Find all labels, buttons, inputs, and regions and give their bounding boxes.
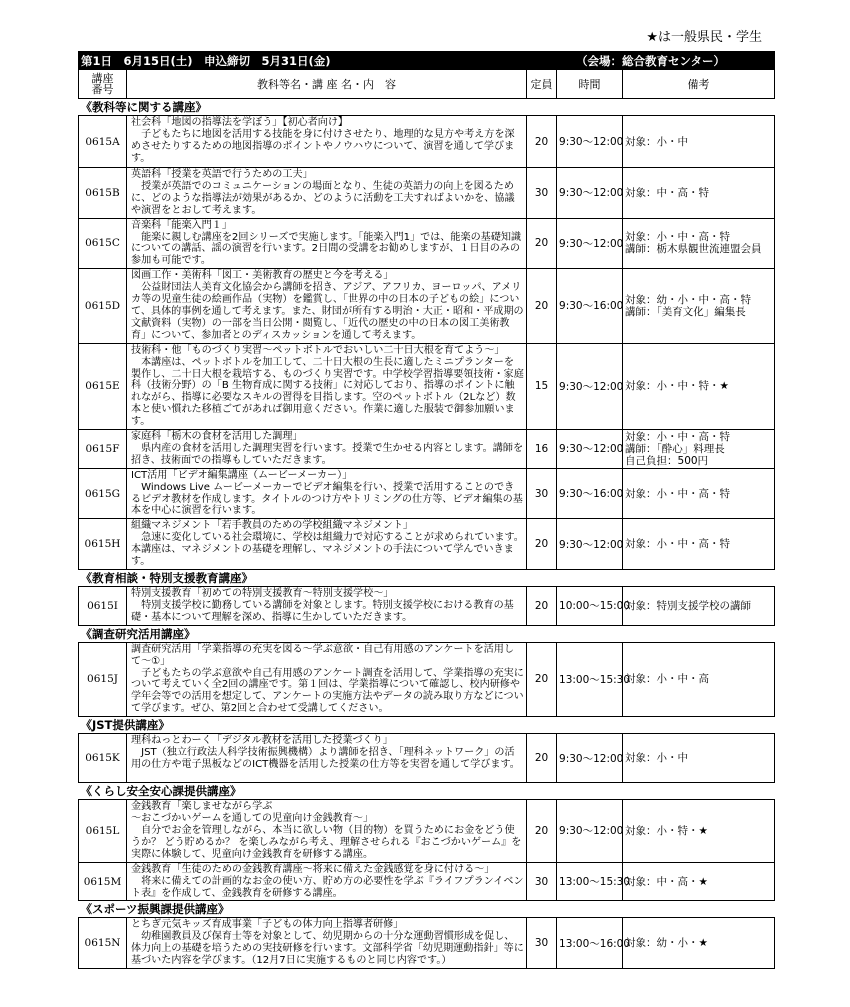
course-time: 13:00～15:30 <box>557 642 623 716</box>
course-description: 子どもたちに地図を活用する技能を身に付けさせたり、地理的な見方や考え方を深めさせたりするための地図指導のポイントやノウハウについて、演習を通して学びます。 <box>131 128 515 164</box>
course-description: 自分でお金を管理しながら、本当に欲しい物（目的物）を買うためにお金をどう使うか？ どう貯めるか？ を楽しみながら考え、理解させられる『おこづかいゲーム』を実際に体験して、児童向け金銭教育を研修する講座。 <box>131 824 522 860</box>
course-capacity: 20 <box>527 116 557 168</box>
header-code: 講座 番号 <box>79 70 127 99</box>
course-content <box>127 519 527 570</box>
course-code: 0615L <box>79 800 127 863</box>
course-content <box>127 468 527 519</box>
course-title: 社会科「地図の指導法を学ぼう」【初心者向け】 <box>131 117 349 128</box>
course-code: 0615E <box>79 343 127 429</box>
section-title: 《スポーツ振興課提供講座》 <box>79 901 775 918</box>
remark-line: 対象：小・中・高・特 <box>625 430 731 443</box>
section-header-row <box>79 717 775 734</box>
course-row <box>79 218 775 269</box>
course-row <box>79 734 775 783</box>
course-content <box>127 218 527 269</box>
course-remarks <box>623 269 775 343</box>
section-title: 《教科等に関する講座》 <box>79 99 775 116</box>
course-content <box>127 587 527 626</box>
course-row <box>79 468 775 519</box>
course-title: 金銭教育「楽しませながら学ぶ ～おこづかいゲームを通しての児童向け金銭教育～」 <box>131 801 374 825</box>
section-header-row <box>79 625 775 642</box>
course-description: 授業が英語でのコミュニケーションの場面となり、生徒の英語力の向上を図るために、どのような指導法が効果があるか、どのように活動を工夫すればよいかを、協議や演習をとおして考えます。 <box>131 180 515 216</box>
course-remarks <box>623 800 775 863</box>
remark-line: 対象：小・中 <box>625 135 689 148</box>
course-description: 特別支援学校に勤務している講師を対象とします。特別支援学校における教育の基礎・基本について理解を深め、指導に生かしていただきます。 <box>131 599 514 623</box>
course-code: 0615F <box>79 430 127 469</box>
course-description: 急速に変化している社会環境に、学校は組織力で対応することが求められています。本講座は、マネジメントの基礎を理解し、マネジメントの手法について学んでいきます。 <box>131 532 524 568</box>
course-time: 9:30～12:00 <box>557 800 623 863</box>
course-description: 子どもたちの学ぶ意欲や自己有用感のアンケート調査を活用して、学業指導の充実について考えていく全2回の講座です。第１回は、学業指導について確認し、校内研修や学年会等での活用を想定して、アンケートの実施方法やデータの読み取り方などについて学びます。ぜひ、第2回と合わせて受講してください。 <box>131 667 524 715</box>
day-label: 第1日 6月15日(土) 申込締切 5月31日(金) <box>79 52 527 70</box>
remark-line: 対象：小・中 <box>625 752 689 765</box>
course-row <box>79 168 775 219</box>
course-title: 技術科・他「ものづくり実習～ペットボトルでおいしい二十日大根を育てよう～」 <box>131 344 505 356</box>
remark-line: 対象：幼・小・★ <box>625 937 708 950</box>
course-title: ICT活用「ビデオ編集講座（ムービーメーカー）」 <box>131 469 353 481</box>
course-row <box>79 862 775 901</box>
section-header-row <box>79 570 775 587</box>
course-row <box>79 519 775 570</box>
course-time: 9:30～12:00 <box>557 343 623 429</box>
course-remarks <box>623 918 775 969</box>
course-title: 特別支援教育「初めての特別支援教育～特別支援学校～」 <box>131 588 394 599</box>
course-row <box>79 430 775 469</box>
header-capacity: 定員 <box>527 70 557 99</box>
remark-line: 対象：中・高・★ <box>625 875 708 888</box>
course-title: 音楽科「能楽入門１」 <box>131 219 232 231</box>
course-row <box>79 587 775 626</box>
section-title: 《くらし安全安心課提供講座》 <box>79 783 775 800</box>
remark-line: 対象：小・中・高・特 <box>625 487 731 500</box>
course-code: 0615D <box>79 269 127 343</box>
course-capacity: 20 <box>527 587 557 626</box>
course-description: 公益財団法人美育文化協会から講師を招き、アジア、アフリカ、ヨーロッパ、アメリカ等の児童生徒の絵画作品（実物）を鑑賞し、「世界の中の日本の子どもの絵」について、具体的事例を通して考えます。また、財団が所有する明治・大正・昭和・平成期の文献資料（実物）の一部を当日公開・閲覧し、「近代の歴史の中の日本の図工美術教育」について、参加者とのディスカッションを通して考えます。 <box>131 282 524 341</box>
course-title: 家庭科「栃木の食材を活用した調理」 <box>131 431 303 443</box>
course-time: 9:30～12:00 <box>557 734 623 783</box>
course-remarks <box>623 343 775 429</box>
course-capacity: 20 <box>527 800 557 863</box>
day-header-row <box>79 52 775 70</box>
course-code: 0615I <box>79 587 127 626</box>
course-capacity: 20 <box>527 218 557 269</box>
course-row <box>79 269 775 343</box>
course-description: 本講座は、ペットボトルを加工して、二十日大根の生長に適したミニプランターを製作し、二十日大根を栽培する、ものづくり実習です。中学校学習指導要領技術・家庭科（技術分野）の「B 生物育成に関する技術」に対応しており、指導のポイントに触れながら、指導に必要なスキルの習得を目指します。空のペットボトル（2Lなど）数本と使い慣れた移植ごてがあれば御用意ください。作業に適した服装で御参加願います。 <box>131 356 524 428</box>
course-schedule <box>78 51 774 969</box>
course-list <box>79 99 775 969</box>
course-row <box>79 642 775 716</box>
course-remarks <box>623 862 775 901</box>
legend-note: ★は一般県民・学生 <box>646 30 762 45</box>
course-content <box>127 343 527 429</box>
course-title: 金銭教育「生徒のための金銭教育講座～将来に備えた金銭感覚を身に付ける～」 <box>131 863 495 875</box>
course-table <box>78 51 775 969</box>
course-content <box>127 269 527 343</box>
course-code: 0615J <box>79 642 127 716</box>
course-content <box>127 862 527 901</box>
section-title: 《教育相談・特別支援教育講座》 <box>79 570 775 587</box>
column-header-row <box>79 70 775 99</box>
course-capacity: 16 <box>527 430 557 469</box>
section-title: 《調査研究活用講座》 <box>79 625 775 642</box>
course-capacity: 20 <box>527 642 557 716</box>
course-time: 13:00～15:30 <box>557 862 623 901</box>
section-header-row <box>79 99 775 116</box>
remark-line: 対象：幼・小・中・高・特 <box>625 293 752 306</box>
remark-line: 講師：「酔心」料理長 <box>625 442 725 455</box>
course-description: 将来に備えての計画的なお金の使い方、貯め方の必要性を学ぶ『ライフプランイベント表』を作成して、金銭教育を研修する講座。 <box>131 875 524 899</box>
course-content <box>127 918 527 969</box>
course-time: 9:30～12:00 <box>557 116 623 168</box>
course-remarks <box>623 519 775 570</box>
course-time: 9:30～12:00 <box>557 218 623 269</box>
section-header-row <box>79 901 775 918</box>
course-time: 9:30～12:00 <box>557 430 623 469</box>
remark-line: 対象：小・中・高 <box>625 673 710 686</box>
course-title: 組織マネジメント「若手教員のための学校組織マネジメント」 <box>131 520 414 532</box>
course-time: 13:00～16:00 <box>557 918 623 969</box>
course-description: 能楽に親しむ講座を2回シリーズで実施します。「能楽入門1」では、能楽の基礎知識についての講話、謡の演習を行います。2日間の受講をお勧めしますが、１日目のみの参加も可能です。 <box>131 231 522 267</box>
header-remarks: 備考 <box>623 70 775 99</box>
course-time: 10:00～15:00 <box>557 587 623 626</box>
course-remarks <box>623 587 775 626</box>
course-capacity: 20 <box>527 734 557 783</box>
course-row <box>79 918 775 969</box>
remark-line: 対象：小・特・★ <box>625 824 708 837</box>
course-capacity: 30 <box>527 918 557 969</box>
course-code: 0615B <box>79 168 127 219</box>
course-content <box>127 168 527 219</box>
course-title: とちぎ元気キッズ育成事業「子どもの体力向上指導者研修」 <box>131 919 404 931</box>
course-capacity: 30 <box>527 862 557 901</box>
course-time: 9:30～16:00 <box>557 468 623 519</box>
header-time: 時間 <box>557 70 623 99</box>
course-code: 0615K <box>79 734 127 783</box>
course-row <box>79 343 775 429</box>
course-row <box>79 800 775 863</box>
course-remarks <box>623 642 775 716</box>
course-capacity: 20 <box>527 519 557 570</box>
remark-line: 自己負担：500円 <box>625 454 709 467</box>
course-code: 0615N <box>79 918 127 969</box>
remark-line: 講師：「美育文化」編集長 <box>625 305 746 318</box>
course-title: 英語科「授業を英語で行うための工夫」 <box>131 169 313 180</box>
course-code: 0615H <box>79 519 127 570</box>
course-code: 0615A <box>79 116 127 168</box>
course-remarks <box>623 734 775 783</box>
remark-line: 講師：栃木県観世流連盟会員 <box>625 243 762 256</box>
course-content <box>127 430 527 469</box>
course-code: 0615M <box>79 862 127 901</box>
section-title: 《JST提供講座》 <box>79 717 775 734</box>
course-content <box>127 734 527 783</box>
remark-line: 対象：小・中・高・特 <box>625 231 731 244</box>
course-content <box>127 642 527 716</box>
course-remarks <box>623 468 775 519</box>
remark-line: 対象：中・高・特 <box>625 186 710 199</box>
course-description: Windows Live ムービーメーカーでビデオ編集を行い、授業で活用することのできるビデオ教材を作成します。タイトルのつけ方やトリミングの仕方等、ビデオ編集の基本を中心に演習を行います。 <box>131 481 523 517</box>
course-time: 9:30～12:00 <box>557 519 623 570</box>
course-capacity: 15 <box>527 343 557 429</box>
course-remarks <box>623 116 775 168</box>
course-content <box>127 116 527 168</box>
course-time: 9:30～16:00 <box>557 269 623 343</box>
venue-label: （会場：総合教育センター） <box>527 52 775 70</box>
course-content <box>127 800 527 863</box>
remark-line: 対象：小・中・高・特 <box>625 538 731 551</box>
course-time: 9:30～12:00 <box>557 168 623 219</box>
course-capacity: 30 <box>527 168 557 219</box>
remark-line: 対象：特別支援学校の講師 <box>625 599 752 612</box>
course-description: 幼稚園教員及び保育士等を対象として、幼児期からの十分な運動習慣形成を促し、体力向上の基礎を培うための実技研修を行います。文部科学省「幼児期運動指針」等に基づいた内容を学びます。（12月7日に実施するものと同じ内容です。） <box>131 931 524 967</box>
course-remarks <box>623 168 775 219</box>
section-header-row <box>79 783 775 800</box>
course-description: 県内産の食材を活用した調理実習を行います。授業で生かせる内容とします。講師を招き、技術面での指導もしていただきます。 <box>131 442 524 466</box>
course-code: 0615C <box>79 218 127 269</box>
course-capacity: 20 <box>527 269 557 343</box>
header-content: 教科等名・講 座 名・内 容 <box>127 70 527 99</box>
course-title: 図画工作・美術科「図工・美術教育の歴史と今を考える」 <box>131 270 394 282</box>
course-code: 0615G <box>79 468 127 519</box>
course-capacity: 30 <box>527 468 557 519</box>
course-remarks <box>623 218 775 269</box>
course-description: JST（独立行政法人科学技術振興機構）より講師を招き、「理科ネットワーク」の活用の仕方や電子黒板などのICT機器を活用した授業の仕方等を実習を通して学びます。 <box>131 747 520 770</box>
course-title: 調査研究活用「学業指導の充実を図る～学ぶ意欲・自己有用感のアンケートを活用して～①」 <box>131 643 514 667</box>
course-row <box>79 116 775 168</box>
remark-line: 対象：小・中・特・★ <box>625 380 729 393</box>
course-remarks <box>623 430 775 469</box>
course-title: 理科ねっとわーく「デジタル教材を活用した授業づくり」 <box>131 735 393 747</box>
